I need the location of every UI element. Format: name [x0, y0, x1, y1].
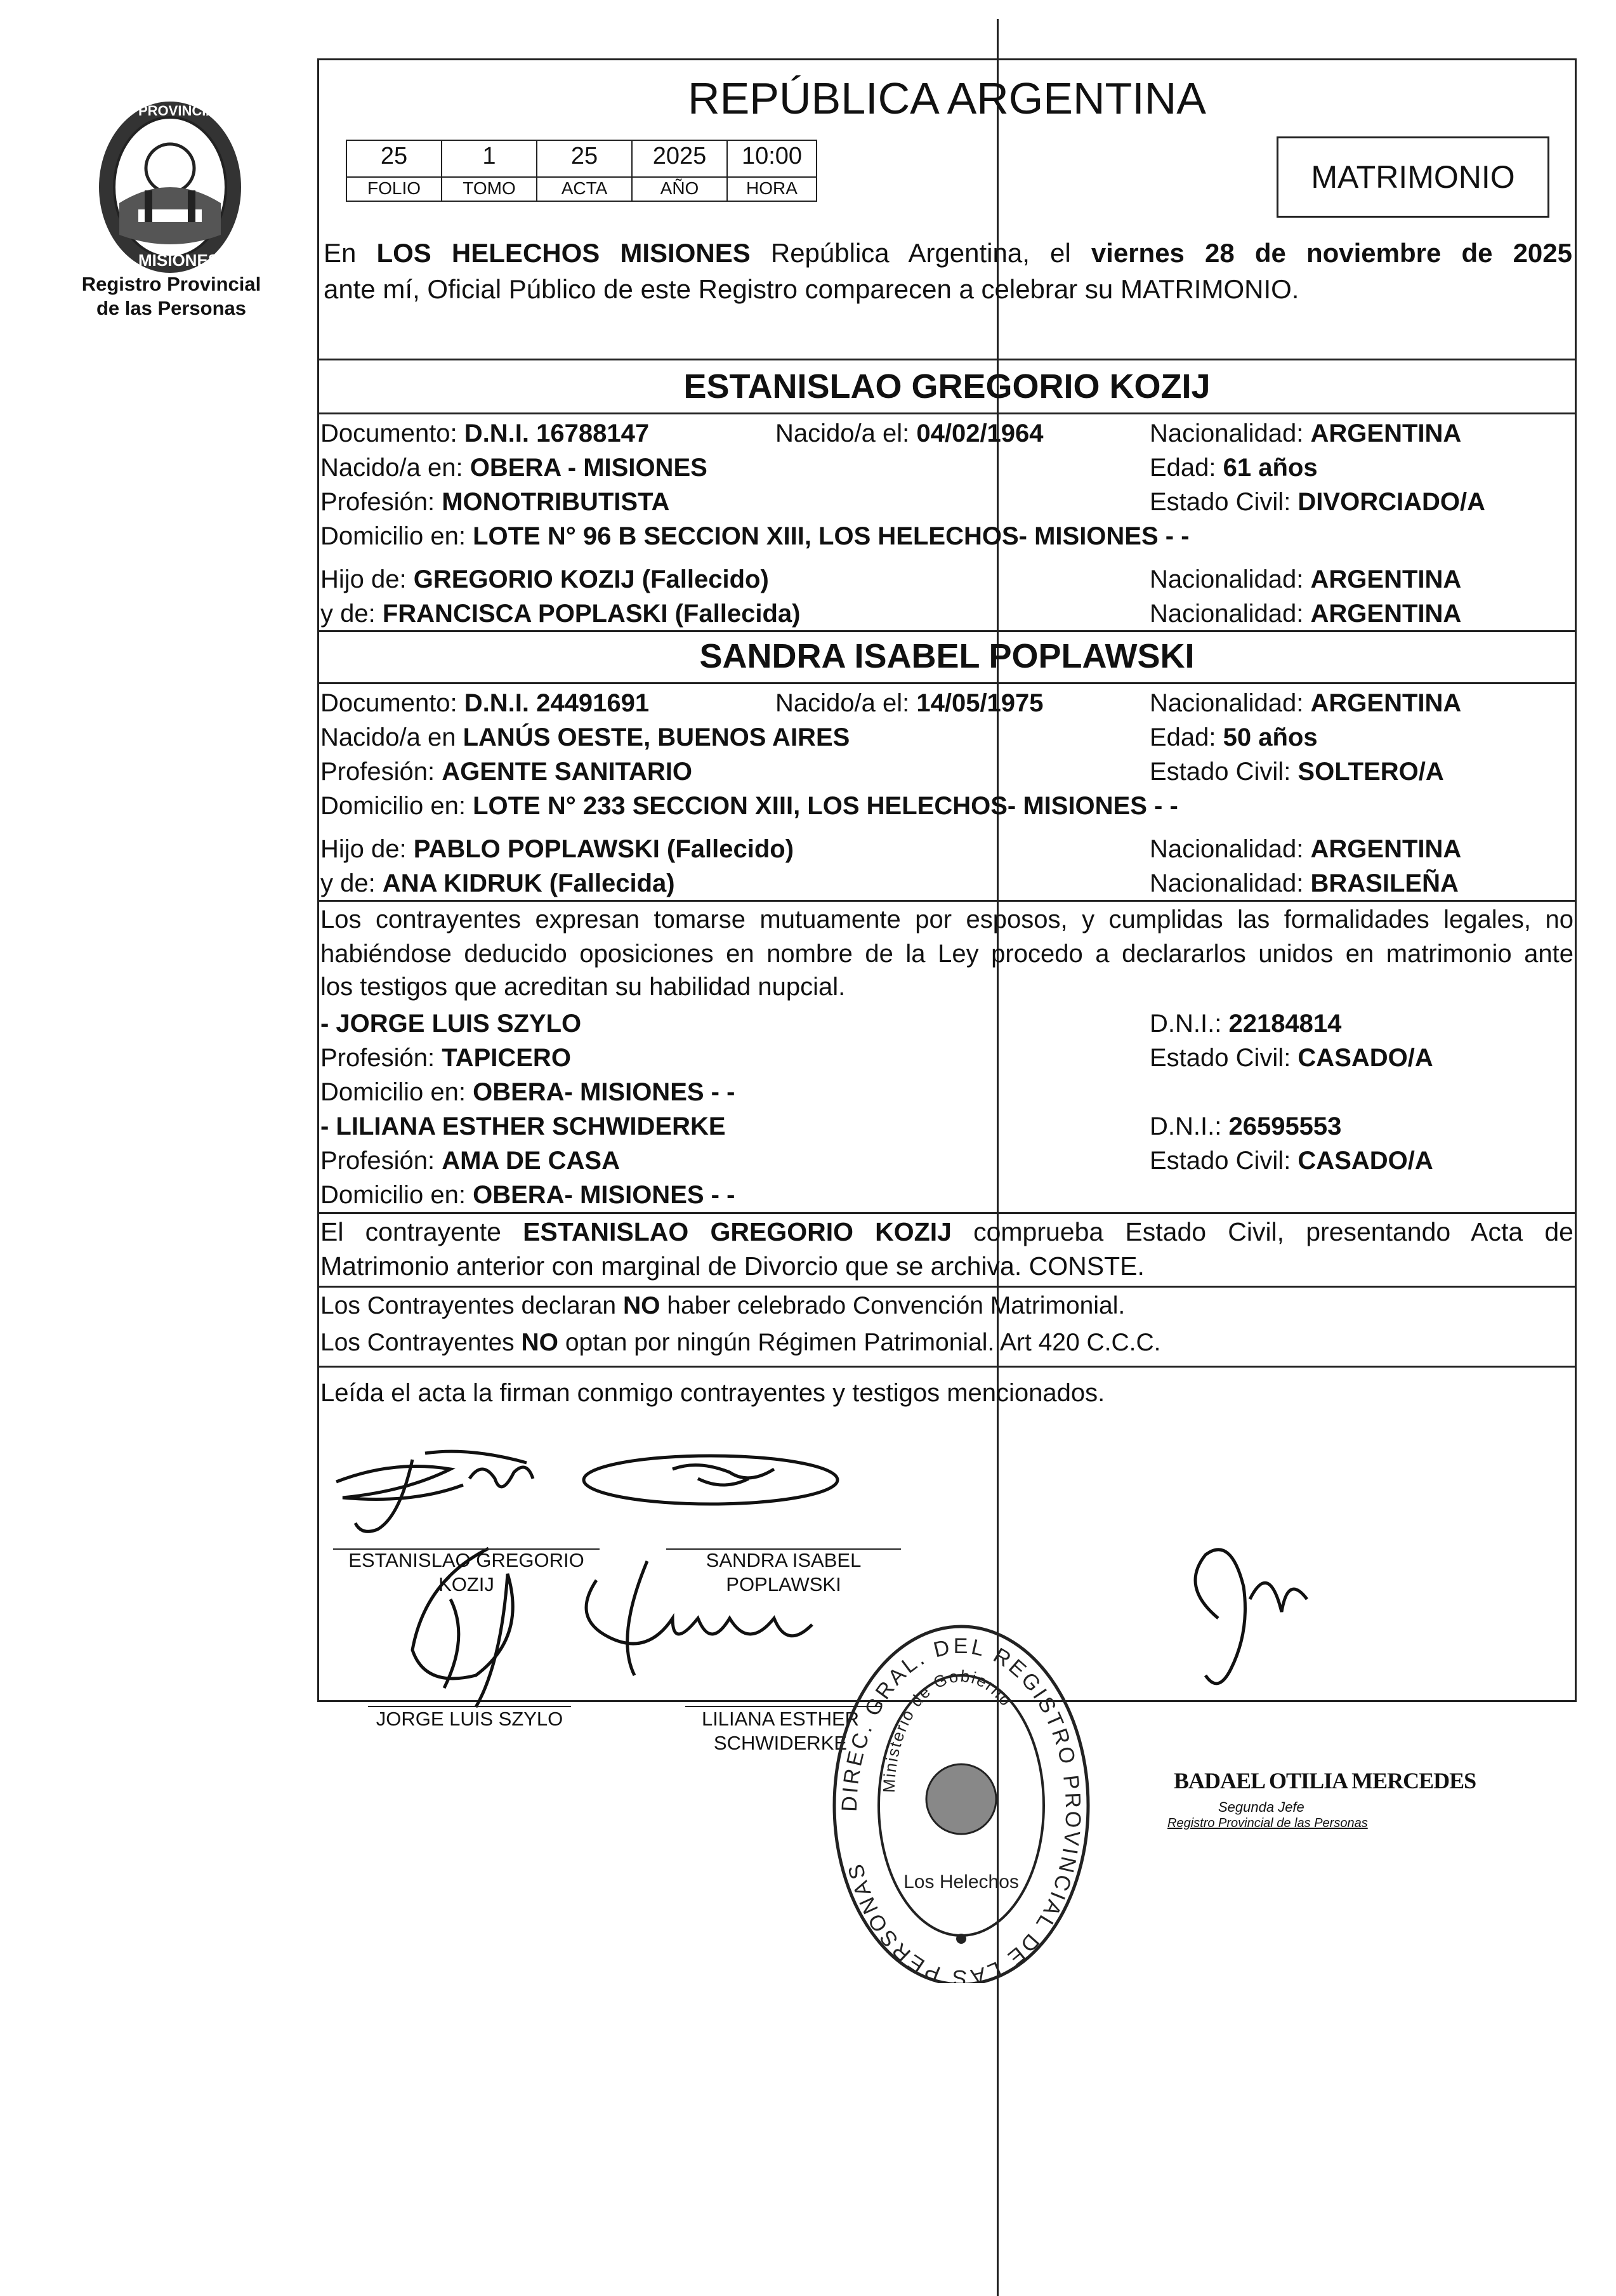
spouse2-address: Domicilio en: LOTE N° 233 SECCION XIII, LOS HELECHOS- MISIONES - -	[320, 792, 1178, 820]
divider-regime	[317, 1366, 1577, 1368]
divider-spouse1	[317, 412, 1577, 414]
signature-official-icon	[1195, 1550, 1307, 1684]
sig-witness1-line1: JORGE LUIS SZYLO	[376, 1708, 563, 1730]
date: viernes 28 de noviembre de 2025	[1091, 238, 1573, 268]
seal-city: Los Helechos	[903, 1871, 1019, 1892]
page-title: REPÚBLICA ARGENTINA	[688, 74, 1206, 123]
divider-intro	[317, 359, 1577, 360]
regime-line1: Los Contrayentes declaran NO haber celebrado Convención Matrimonial.	[320, 1292, 1126, 1319]
witness1-dni: D.N.I.: 22184814	[1150, 1010, 1342, 1038]
divider-note	[317, 1286, 1577, 1288]
spouse2-father-nationality: Nacionalidad: ARGENTINA	[1150, 835, 1462, 863]
spouse1-mother: y de: FRANCISCA POPLASKI (Fallecida)	[320, 600, 801, 628]
spouse1-nationality: Nacionalidad: ARGENTINA	[1150, 419, 1462, 447]
official-name: BADAEL OTILIA MERCEDES	[1174, 1768, 1476, 1793]
witness2-civil-status: Estado Civil: CASADO/A	[1150, 1147, 1433, 1175]
spouse1-age: Edad: 61 años	[1150, 454, 1318, 482]
acta-value: 25	[536, 140, 633, 178]
hora-value: 10:00	[726, 140, 817, 178]
acta-label: ACTA	[536, 176, 633, 202]
spouse2-name: SANDRA ISABEL POPLAWSKI	[699, 637, 1195, 675]
folio-value: 25	[346, 140, 442, 178]
witness1-address: Domicilio en: OBERA- MISIONES - -	[320, 1078, 735, 1106]
official-title: Segunda Jefe	[1218, 1799, 1304, 1815]
spouse2-birthplace: Nacido/a en LANÚS OESTE, BUENOS AIRES	[320, 723, 850, 751]
intro-line1: En LOS HELECHOS MISIONES República Argentina, el viernes 28 de noviembre de 2025	[324, 238, 1573, 268]
witness2-dni: D.N.I.: 26595553	[1150, 1112, 1342, 1140]
official-office: Registro Provincial de las Personas	[1167, 1816, 1368, 1830]
seal-bottom-text: MISIONES	[138, 251, 220, 270]
spouse1-mother-nationality: Nacionalidad: ARGENTINA	[1150, 600, 1462, 628]
signature-spouse2-icon	[584, 1456, 838, 1504]
note-line1: El contrayente ESTANISLAO GREGORIO KOZIJ comprueba Estado Civil, presentando Acta de	[320, 1217, 1573, 1246]
witness1-civil-status: Estado Civil: CASADO/A	[1150, 1044, 1433, 1072]
logo-caption-line2: de las Personas	[96, 297, 247, 319]
declaration-line3: los testigos que acreditan su habilidad nupcial.	[320, 973, 846, 1001]
witness1-name: - JORGE LUIS SZYLO	[320, 1010, 582, 1038]
spouse2-age: Edad: 50 años	[1150, 723, 1318, 751]
declaration-line2: habiéndose deducido oposiciones en nombre de la Ley procedo a declararlos unidos en matrimonio ante	[320, 940, 1573, 968]
spouse2-profession: Profesión: AGENTE SANITARIO	[320, 758, 693, 786]
spouse2-mother: y de: ANA KIDRUK (Fallecida)	[320, 869, 675, 897]
witness2-name: - LILIANA ESTHER SCHWIDERKE	[320, 1112, 726, 1140]
spouse1-birthplace: Nacido/a en: OBERA - MISIONES	[320, 454, 707, 482]
spouse1-civil-status: Estado Civil: DIVORCIADO/A	[1150, 488, 1485, 516]
spouse1-name: ESTANISLAO GREGORIO KOZIJ	[683, 367, 1211, 406]
registry-seal-icon	[825, 1609, 1098, 1983]
anio-label: AÑO	[631, 176, 728, 202]
spouse1-father: Hijo de: GREGORIO KOZIJ (Fallecido)	[320, 565, 769, 593]
sig-witness2-line1: LILIANA ESTHER	[701, 1708, 860, 1730]
spouse2-civil-status: Estado Civil: SOLTERO/A	[1150, 758, 1444, 786]
divider-spouse2	[317, 682, 1577, 684]
note-line2: Matrimonio anterior con marginal de Divorcio que se archiva. CONSTE.	[320, 1251, 1145, 1281]
spouse1-birthdate: Nacido/a el: 04/02/1964	[775, 419, 1044, 447]
tomo-value: 1	[441, 140, 537, 178]
spouse2-documento: Documento: D.N.I. 24491691	[320, 689, 650, 717]
folio-label: FOLIO	[346, 176, 442, 202]
sig-spouse2-line1: SANDRA ISABEL	[706, 1549, 862, 1571]
intro-line2: ante mí, Oficial Público de este Registro comparecen a celebrar su MATRIMONIO.	[324, 274, 1299, 304]
registry-oval-seal	[825, 1609, 1098, 1983]
logo-caption-line1: Registro Provincial	[81, 273, 261, 295]
place: LOS HELECHOS MISIONES	[376, 238, 751, 268]
record-type: MATRIMONIO	[1311, 159, 1515, 195]
tomo-label: TOMO	[441, 176, 537, 202]
hora-label: HORA	[726, 176, 817, 202]
witness1-profession: Profesión: TAPICERO	[320, 1044, 571, 1072]
seal-top-text: PROVINCIA DE	[138, 103, 239, 119]
spouse1-father-nationality: Nacionalidad: ARGENTINA	[1150, 565, 1462, 593]
spouse1-profession: Profesión: MONOTRIBUTISTA	[320, 488, 670, 516]
sig-spouse1-line1: ESTANISLAO GREGORIO	[348, 1549, 584, 1571]
declaration-line1: Los contrayentes expresan tomarse mutuamente por esposos, y cumplidas las formalidades legales, no	[320, 906, 1573, 934]
sig-spouse2-line2: POPLAWSKI	[726, 1573, 841, 1595]
spouse1-address: Domicilio en: LOTE N° 96 B SECCION XIII, LOS HELECHOS- MISIONES - -	[320, 522, 1190, 550]
spouse2-father: Hijo de: PABLO POPLAWSKI (Fallecido)	[320, 835, 794, 863]
closing-text: Leída el acta la firman conmigo contrayentes y testigos mencionados.	[320, 1379, 1105, 1407]
spouse1-documento: Documento: D.N.I. 16788147	[320, 419, 650, 447]
witness2-profession: Profesión: AMA DE CASA	[320, 1147, 620, 1175]
spouse2-birthdate: Nacido/a el: 14/05/1975	[775, 689, 1044, 717]
witness2-address: Domicilio en: OBERA- MISIONES - -	[320, 1181, 735, 1209]
signature-spouse1-icon	[336, 1451, 533, 1531]
spouse2-mother-nationality: Nacionalidad: BRASILEÑA	[1150, 869, 1459, 897]
regime-line2: Los Contrayentes NO optan por ningún Régimen Patrimonial. Art 420 C.C.C.	[320, 1329, 1161, 1356]
divider-spouse2-end	[317, 900, 1577, 902]
province-logo	[75, 95, 265, 279]
spouse2-nationality: Nacionalidad: ARGENTINA	[1150, 689, 1462, 717]
sig-witness2-line2: SCHWIDERKE	[713, 1732, 848, 1754]
anio-value: 2025	[631, 140, 728, 178]
record-type-box	[1277, 136, 1549, 218]
seal-inner-text: Ministerio de Gobierno	[879, 1666, 1016, 1793]
divider-witnesses	[317, 1212, 1577, 1214]
sig-spouse1-line2: KOZIJ	[438, 1573, 494, 1595]
divider-spouse1-end	[317, 630, 1577, 632]
seal-outer-text: DIREC. GRAL. DEL REGISTRO PROVINCIAL DE LAS PERSONAS	[837, 1633, 1086, 1983]
